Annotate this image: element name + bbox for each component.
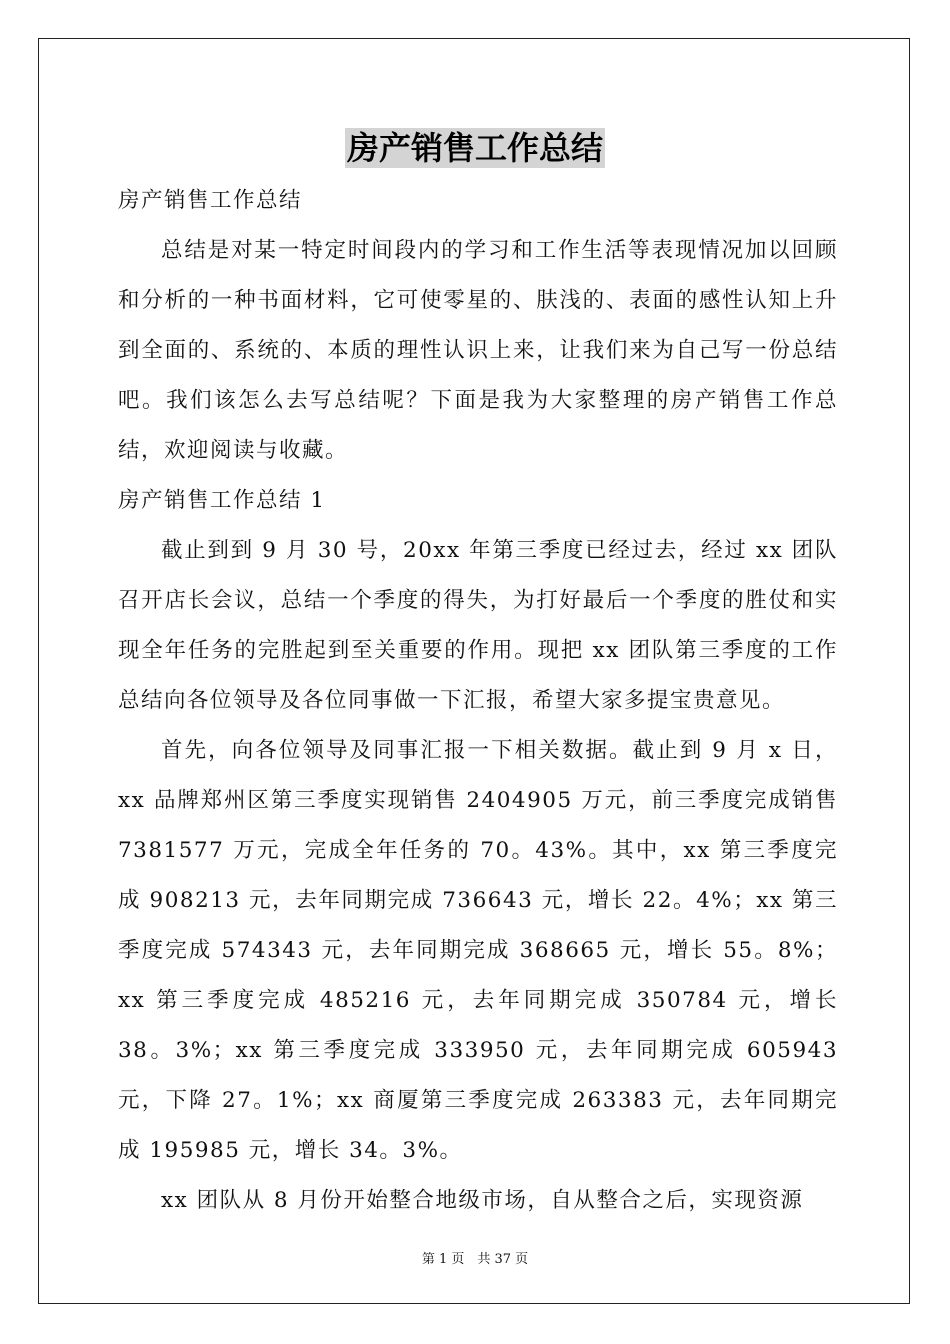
document-title: 房产销售工作总结 [346, 129, 603, 167]
intro-paragraph: 总结是对某一特定时间段内的学习和工作生活等表现情况加以回顾和分析的一种书面材料，它可使零星的、肤浅的、表面的感性认知上升到全面的、系统的、本质的理性认识上来，让我们来为自己写一份总结吧。我们该怎么去写总结呢？下面是我为大家整理的房产销售工作总结，欢迎阅读与收藏。 [118, 238, 838, 463]
document-body [118, 176, 838, 1226]
title-container [0, 128, 950, 168]
body-paragraph: xx 团队从 8 月份开始整合地级市场，自从整合之后，实现资源 [161, 1188, 804, 1213]
body-paragraph: 截止到到 9 月 30 号，20xx 年第三季度已经过去，经过 xx 团队召开店长会议，总结一个季度的得失，为打好最后一个季度的胜仗和实现全年任务的完胜起到至关重要的作用。现把 xx 团队第三季度的工作总结向各位领导及各位同事做一下汇报，希望大家多提宝贵意见。 [118, 538, 838, 713]
document-subtitle: 房产销售工作总结 [118, 188, 303, 213]
section-heading: 房产销售工作总结 1 [118, 488, 326, 513]
body-paragraph: 首先，向各位领导及同事汇报一下相关数据。截止到 9 月 x 日，xx 品牌郑州区第三季度实现销售 2404905 万元，前三季度完成销售 7381577 万元，完成全年任务的 70。43%。其中，xx 第三季度完成 908213 元，去年同期完成 736643 元，增长 22。4%；xx 第三季度完成 574343 元，去年同期完成 368665 元，增长 55。8%；xx 第三季度完成 485216 元，去年同期完成 350784 元，增长 38。3%；xx 第三季度完成 333950 元，去年同期完成 605943 元，下降 27。1%；xx 商厦第三季度完成 263383 元，去年同期完成 195985 元，增长 34。3%。 [118, 738, 838, 1163]
page-footer: 第 1 页 共 37 页 [421, 1252, 529, 1267]
